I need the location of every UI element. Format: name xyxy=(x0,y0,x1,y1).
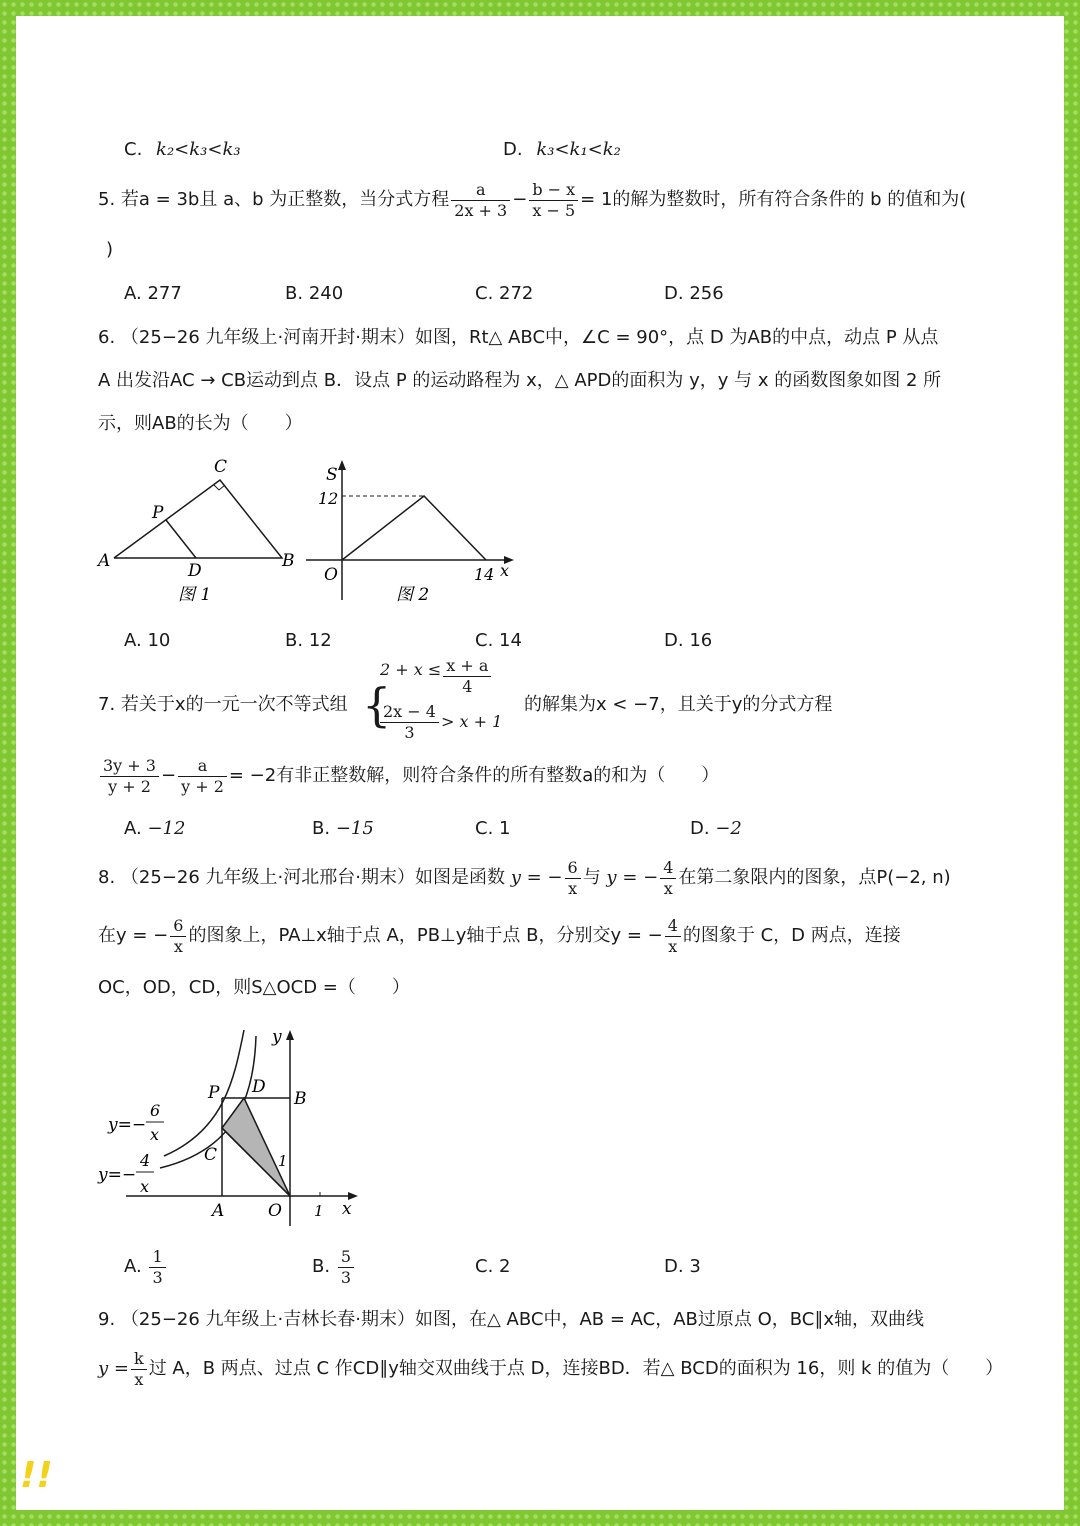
q6-option-a: A. 10 xyxy=(124,630,171,651)
q8-option-c: C. 2 xyxy=(475,1256,511,1277)
svg-text:1: 1 xyxy=(314,1202,324,1220)
q6-option-d: D. 16 xyxy=(664,630,713,651)
svg-text:y: y xyxy=(272,1027,282,1047)
q5-close-paren: ) xyxy=(106,239,114,260)
svg-text:C: C xyxy=(214,457,228,477)
q5-option-c: C. 272 xyxy=(475,283,534,304)
svg-text:A: A xyxy=(212,1201,225,1221)
svg-text:O: O xyxy=(268,1201,282,1221)
q6-option-b: B. 12 xyxy=(285,630,332,651)
svg-text:x: x xyxy=(500,561,510,580)
svg-text:6: 6 xyxy=(150,1101,161,1120)
q5-option-d: D. 256 xyxy=(664,283,724,304)
svg-text:y=−: y=− xyxy=(108,1115,147,1135)
svg-text:14: 14 xyxy=(474,565,495,584)
q5-stem: 5. 若a = 3b且 a、b 为正整数，当分式方程 $\frac{a}{2x + 3}$ − $\frac{b - x}{x - 5}$ = 1的解为整数时，所有符合条件的 b 的值和为( xyxy=(98,179,967,220)
q8-line-2: 在y = − $\frac{6}{x}$ 的图象上，PA⊥x轴于点 A，PB⊥y轴于点 B，分别交y = − $\frac{4}{x}$ 的图象于 C，D 两点，连接 xyxy=(98,915,901,956)
q7-stem-post: 的解集为x < −7，且关于y的分式方程 xyxy=(524,694,833,715)
svg-text:B: B xyxy=(294,1089,307,1109)
svg-text:A: A xyxy=(98,551,111,571)
q6-figure-2 xyxy=(306,460,514,605)
svg-text:P: P xyxy=(208,1083,220,1103)
q4-option-c: C. k₂<k₃<k₃ xyxy=(124,139,241,160)
q5-option-a: A. 277 xyxy=(124,283,182,304)
q6-figure-1 xyxy=(96,457,295,605)
svg-text:P: P xyxy=(152,503,164,523)
q7-option-b: B. −15 xyxy=(312,818,374,839)
q7-equation: $\frac{3y + 3}{y + 2}$ − $\frac{a}{y + 2}$ = −2有非正整数解，则符合条件的所有整数a的和为（ ） xyxy=(98,752,719,800)
q6-line-3: 示，则AB的长为（ ） xyxy=(98,413,303,434)
svg-text:O: O xyxy=(324,565,338,585)
svg-text:D: D xyxy=(252,1077,266,1097)
q8-line-1: 8. （25−26 九年级上·河北邢台·期末）如图是函数 y = − $\frac{6}{x}$ 与 y = − $\frac{4}{x}$ 在第二象限内的图象，点P(−2, n) xyxy=(98,857,951,898)
q5-fraction-2: $\frac{b - x}{x - 5}$ xyxy=(529,180,578,221)
q9-line-2: y = $\frac{k}{x}$ 过 A，B 两点、过点 C 作CD∥y轴交双曲线于点 D，连接BD．若△ BCD的面积为 16，则 k 的值为（ ） xyxy=(98,1348,1004,1389)
svg-text:B: B xyxy=(282,551,295,571)
svg-text:D: D xyxy=(188,561,202,581)
svg-text:图 1: 图 1 xyxy=(178,585,212,605)
q8-option-d: D. 3 xyxy=(664,1256,701,1277)
q7-inequality-1: 2 + x ≤ $\frac{x + a}{4}$ xyxy=(380,658,493,697)
q7-option-c: C. 1 xyxy=(475,818,511,839)
q7-inequality-2: $\frac{2x - 4}{3}$ > x + 1 xyxy=(378,702,502,743)
svg-text:4: 4 xyxy=(140,1151,151,1170)
q5-fraction-1: $\frac{a}{2x + 3}$ xyxy=(451,180,510,221)
svg-text:x: x xyxy=(140,1177,150,1196)
q9-line-1: 9. （25−26 九年级上·吉林长春·期末）如图，在△ ABC中，AB = AC，AB过原点 O，BC∥x轴，双曲线 xyxy=(98,1309,925,1330)
svg-text:12: 12 xyxy=(318,489,339,508)
q8-option-a: A. $\frac{1}{3}$ xyxy=(124,1244,168,1290)
q6-figures xyxy=(90,450,530,610)
q7-brace: { xyxy=(362,678,392,732)
q7-option-a: A. −12 xyxy=(124,818,186,839)
svg-text:S: S xyxy=(326,465,338,485)
q4-option-d: D. k₃<k₁<k₂ xyxy=(503,139,621,160)
q6-line-1: 6. （25−26 九年级上·河南开封·期末）如图，Rt△ ABC中，∠C = 90°，点 D 为AB的中点，动点 P 从点 xyxy=(98,327,939,348)
svg-text:x: x xyxy=(342,1199,352,1219)
svg-text:C: C xyxy=(204,1145,218,1165)
q8-figure xyxy=(94,1020,374,1230)
q5-option-b: B. 240 xyxy=(285,283,344,304)
q6-option-c: C. 14 xyxy=(475,630,522,651)
q8-option-b: B. $\frac{5}{3}$ xyxy=(312,1244,356,1290)
svg-text:1: 1 xyxy=(278,1152,288,1170)
svg-text:图 2: 图 2 xyxy=(396,585,430,605)
q8-line-3: OC，OD，CD，则S△OCD =（ ） xyxy=(98,977,410,998)
svg-text:x: x xyxy=(150,1125,160,1144)
q6-line-2: A 出发沿AC → CB运动到点 B．设点 P 的运动路程为 x，△ APD的面积为 y，y 与 x 的函数图象如图 2 所 xyxy=(98,370,942,391)
q7-stem-pre: 7. 若关于x的一元一次不等式组 xyxy=(98,694,348,715)
corner-exclamation-mark: !! xyxy=(20,1455,53,1496)
svg-text:y=−: y=− xyxy=(98,1165,137,1185)
q7-option-d: D. −2 xyxy=(690,818,742,839)
